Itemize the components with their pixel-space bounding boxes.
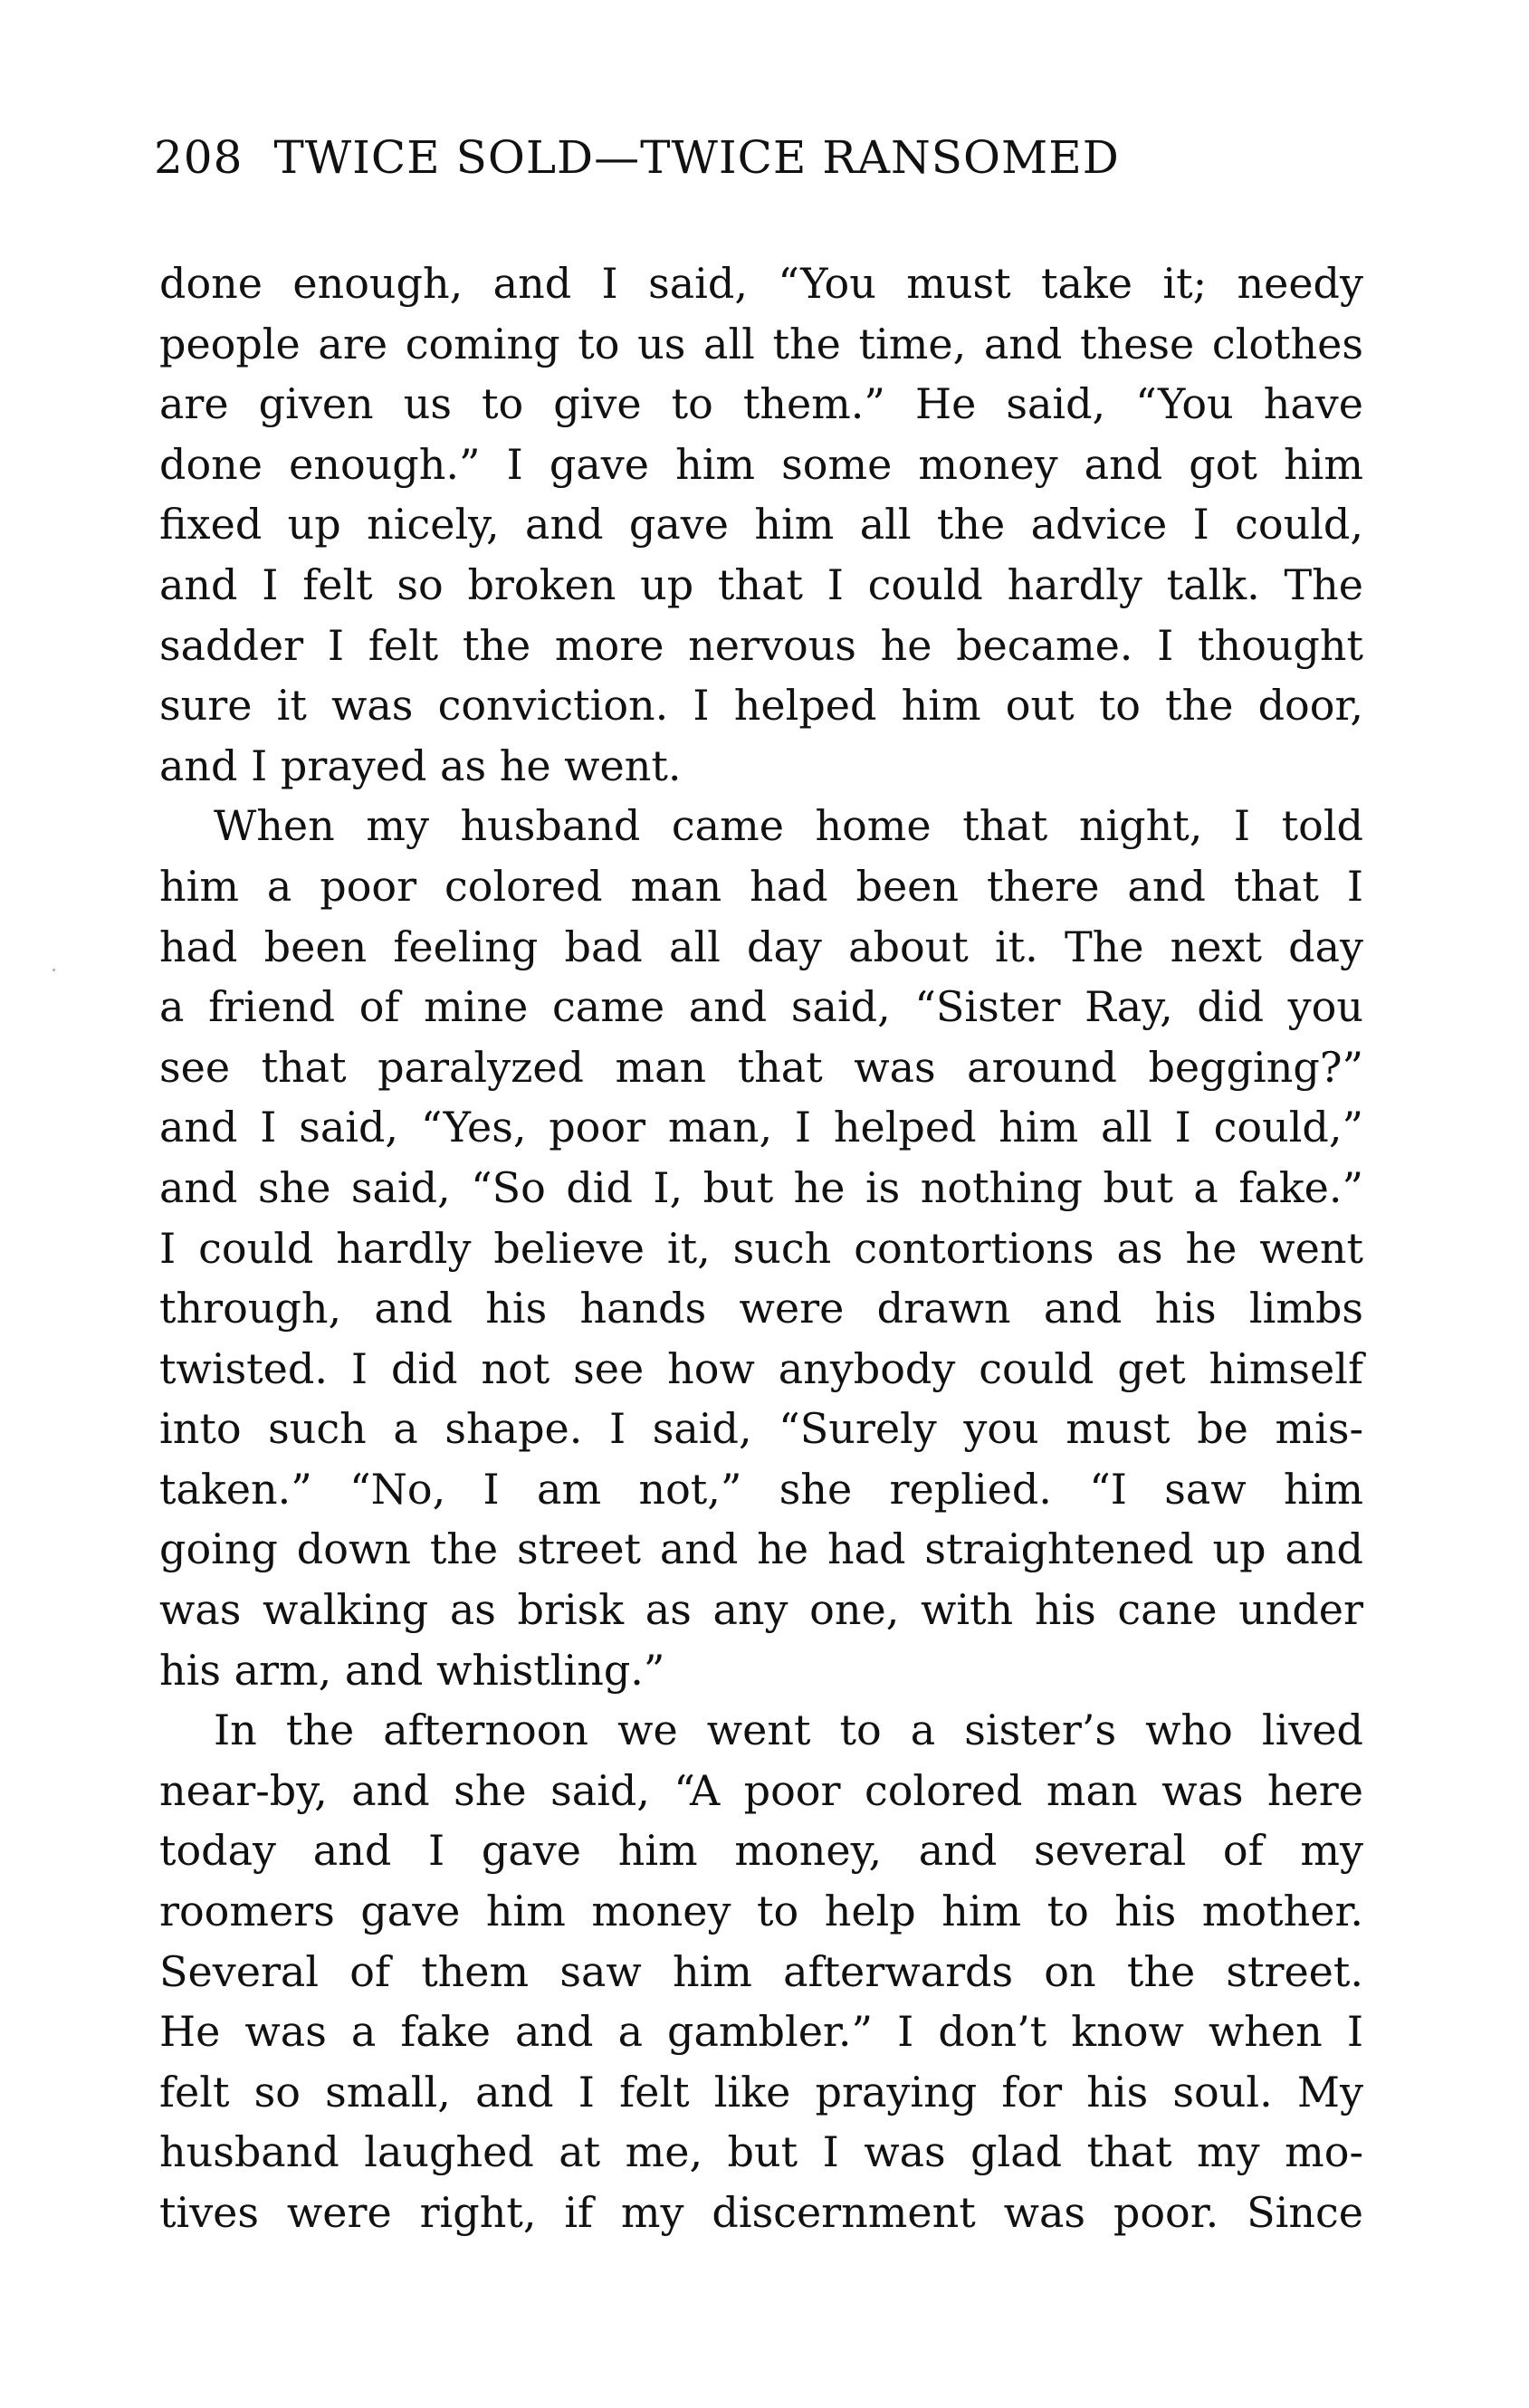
text-line: Several of them saw him afterwards on the street. bbox=[159, 1946, 1363, 1996]
text-line: a friend of mine came and said, “Sister Ray, did you bbox=[159, 982, 1363, 1032]
text-line: roomers gave him money to help him to his mother. bbox=[159, 1887, 1363, 1936]
running-header bbox=[154, 131, 1385, 204]
text-line: done enough.” I gave him some money and got him bbox=[159, 439, 1363, 489]
text-line: and I said, “Yes, poor man, I helped him all I could,” bbox=[159, 1103, 1363, 1152]
text-line: had been feeling bad all day about it. The next day bbox=[159, 922, 1363, 971]
text-line: When my husband came home that night, I told bbox=[214, 801, 1363, 851]
text-line: today and I gave him money, and several of my bbox=[159, 1826, 1363, 1876]
text-line: sadder I felt the more nervous he became. I thought bbox=[159, 620, 1363, 670]
text-line: going down the street and he had straightened up and bbox=[159, 1524, 1363, 1574]
text-line: into such a shape. I said, “Surely you must be mis- bbox=[159, 1404, 1363, 1454]
text-line: people are coming to us all the time, and these clothes bbox=[159, 319, 1363, 368]
page-number: 208 bbox=[154, 131, 244, 184]
text-line: and I felt so broken up that I could hardly talk. The bbox=[159, 559, 1363, 609]
text-line: see that paralyzed man that was around begging?” bbox=[159, 1042, 1363, 1092]
text-line: He was a fake and a gambler.” I don’t know when I bbox=[159, 2007, 1363, 2057]
text-line: I could hardly believe it, such contortions as he went bbox=[159, 1223, 1363, 1273]
text-line: was walking as brisk as any one, with his cane under bbox=[159, 1585, 1363, 1635]
text-line: husband laughed at me, but I was glad that my mo- bbox=[159, 2127, 1363, 2177]
text-line: his arm, and whistling.” bbox=[159, 1645, 665, 1695]
text-line: sure it was conviction. I helped him out to the door, bbox=[159, 681, 1363, 731]
text-line: through, and his hands were drawn and his limbs bbox=[159, 1284, 1363, 1333]
text-line: fixed up nicely, and gave him all the advice I could, bbox=[159, 500, 1363, 549]
text-line: twisted. I did not see how anybody could get himself bbox=[159, 1343, 1363, 1393]
text-line: In the afternoon we went to a sister’s who lived bbox=[214, 1706, 1363, 1755]
page-body bbox=[159, 253, 1363, 2243]
text-line: taken.” “No, I am not,” she replied. “I saw him bbox=[159, 1464, 1363, 1514]
text-line: near-by, and she said, “A poor colored man was here bbox=[159, 1765, 1363, 1815]
text-line: felt so small, and I felt like praying for his soul. My bbox=[159, 2067, 1363, 2117]
text-line: done enough, and I said, “You must take it; needy bbox=[159, 259, 1363, 308]
text-line: tives were right, if my discernment was poor. Since bbox=[159, 2188, 1363, 2237]
text-line: and I prayed as he went. bbox=[159, 741, 682, 790]
text-line: him a poor colored man had been there and that I bbox=[159, 861, 1363, 911]
scan-speck bbox=[53, 969, 55, 971]
running-title: TWICE SOLD—TWICE RANSOMED bbox=[273, 131, 1120, 184]
text-line: and she said, “So did I, but he is nothing but a fake.” bbox=[159, 1162, 1363, 1212]
text-line: are given us to give to them.” He said, “You have bbox=[159, 379, 1363, 429]
